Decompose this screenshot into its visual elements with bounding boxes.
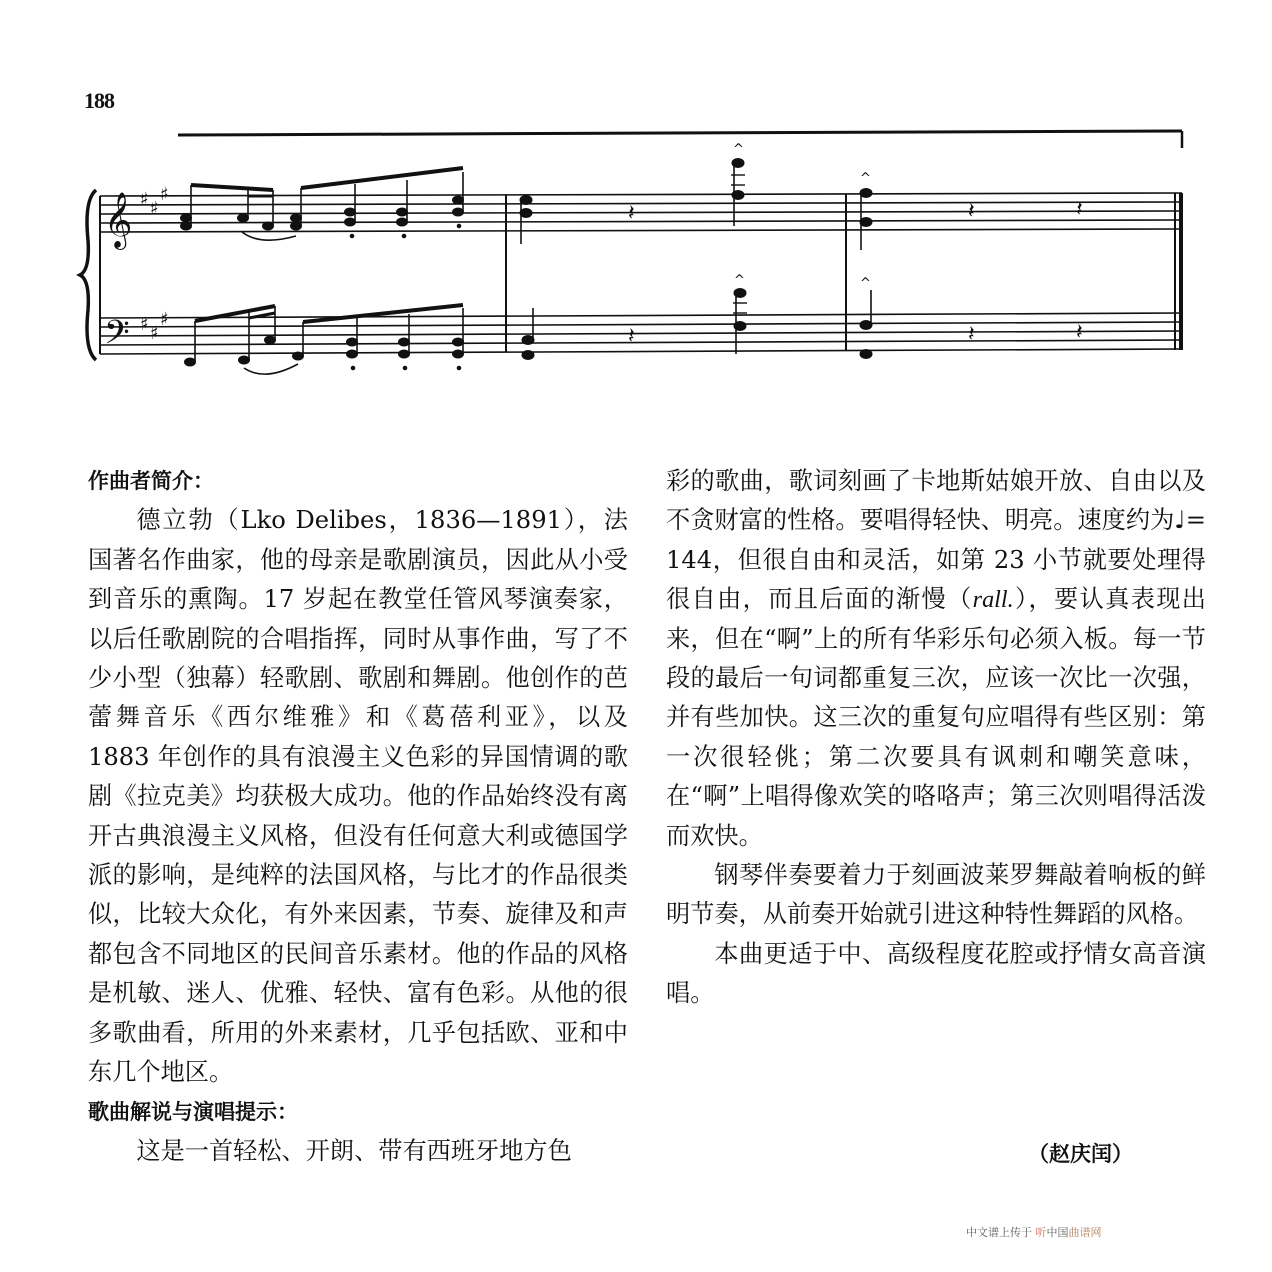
commentary-text-b: ，但很自由和灵活，如第 23 小节就要处理得很自由，而且后面的渐慢（ xyxy=(666,545,1206,614)
svg-text:𝄽: 𝄽 xyxy=(968,199,975,224)
svg-text:𝄽: 𝄽 xyxy=(628,324,635,349)
watermark-text-a: 中文谱上传于 xyxy=(966,1226,1032,1239)
site-watermark xyxy=(966,1224,1102,1240)
rall-marking: rall. xyxy=(972,586,1014,614)
left-column xyxy=(88,462,628,1171)
music-score xyxy=(0,0,1272,420)
song-commentary xyxy=(666,462,1206,856)
svg-text:𝄽: 𝄽 xyxy=(968,322,975,347)
svg-text:𝄽: 𝄽 xyxy=(1076,320,1083,345)
svg-text:♯: ♯ xyxy=(140,314,149,335)
svg-text:𝄢: 𝄢 xyxy=(104,314,130,360)
author-credit: （赵庆闰） xyxy=(1028,1142,1133,1166)
quarter-note-icon: ♩ xyxy=(1174,506,1186,535)
tempo-value: = 144 xyxy=(666,506,1206,574)
svg-text:♯: ♯ xyxy=(160,309,169,330)
svg-text:♯: ♯ xyxy=(150,198,159,219)
svg-text:♯: ♯ xyxy=(160,184,169,205)
svg-text:^: ^ xyxy=(733,142,744,157)
song-heading: 歌曲解说与演唱提示： xyxy=(88,1099,298,1124)
piano-accompaniment-note: 钢琴伴奏要着力于刻画波莱罗舞敲着响板的鲜明节奏，从前奏开始就引进这种特性舞蹈的风格。 xyxy=(666,861,1206,929)
composer-heading: 作曲者简介： xyxy=(88,469,214,493)
svg-text:𝄽: 𝄽 xyxy=(1076,197,1083,222)
right-column xyxy=(666,462,1206,1014)
commentary-text-a: 彩的歌曲，歌词刻画了卡地斯姑娘开放、自由以及不贪财富的性格。要唱得轻快、明亮。速度约为 xyxy=(666,467,1206,535)
watermark-site: 曲谱网 xyxy=(1068,1226,1102,1239)
svg-text:𝄞: 𝄞 xyxy=(104,192,133,248)
page-number: 188 xyxy=(84,88,114,113)
svg-text:^: ^ xyxy=(860,171,871,186)
suitability-note: 本曲更适于中、高级程度花腔或抒情女高音演唱。 xyxy=(666,939,1206,1008)
svg-text:♯: ♯ xyxy=(150,323,159,344)
svg-text:♯: ♯ xyxy=(140,189,149,210)
song-intro: 这是一首轻松、开朗、带有西班牙地方色 xyxy=(136,1136,572,1165)
svg-text:𝄽: 𝄽 xyxy=(628,201,635,226)
svg-text:^: ^ xyxy=(860,276,871,291)
svg-text:^: ^ xyxy=(734,273,745,288)
watermark-brand-a: 听 xyxy=(1035,1226,1047,1239)
commentary-text-c: ），要认真表现出来，但在“啊”上的所有华彩乐句必须入板。每一节段的最后一句词都重复三次，应该一次比一次强，并有些加快。这三次的重复句应唱得有些区别：第一次很轻佻；第二次要具有讽刺和嘲笑意味，在“啊”上唱得像欢笑的咯咯声；第三次则唱得活泼而欢快。 xyxy=(666,585,1206,850)
bass-staff xyxy=(100,313,1182,354)
composer-bio: 德立勃（Lko Delibes，1836—1891），法国著名作曲家，他的母亲是歌剧演员，因此从小受到音乐的熏陶。17 岁起在教堂任管风琴演奏家，以后任歌剧院的合唱指挥，同时从事作曲，写了不少小型（独幕）轻歌剧、歌剧和舞剧。他创作的芭蕾舞音乐《西尔维雅》和《葛蓓利亚》，以及 1883 年创作的具有浪漫主义色彩的异国情调的歌剧《拉克美》均获极大成功。他的作品始终没有离开古典浪漫主义风格，但没有任何意大利或德国学派的影响，是纯粹的法国风格，与比才的作品很类似，比较大众化，有外来因素，节奏、旋律及和声都包含不同地区的民间音乐素材。他的作品的风格是机敏、迷人、优雅、轻快、富有色彩。从他的很多歌曲看，所用的外来素材，几乎包括欧、亚和中东几个地区。 xyxy=(88,506,628,1087)
watermark-brand-b: 中国 xyxy=(1046,1226,1069,1239)
